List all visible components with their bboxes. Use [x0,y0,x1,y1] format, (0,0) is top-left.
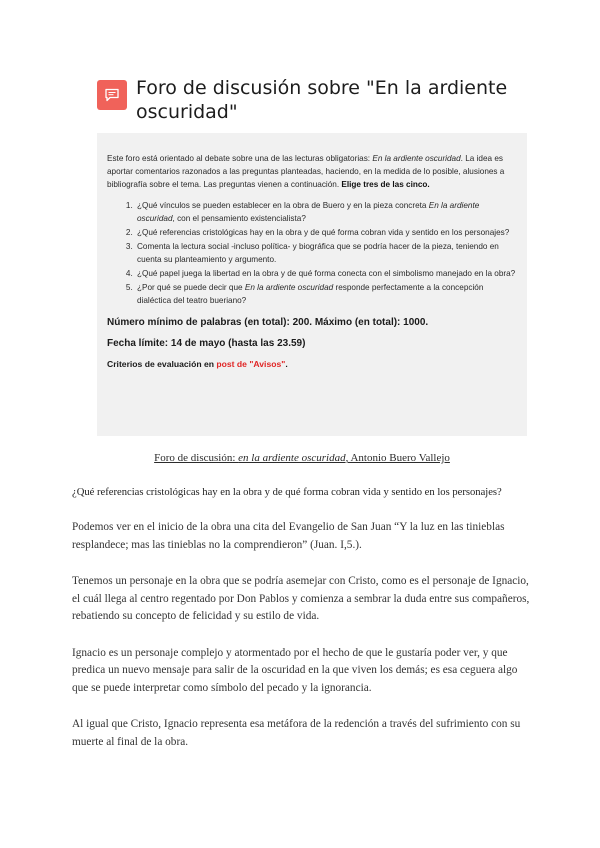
avisos-post-link[interactable]: post de "Avisos" [216,359,286,369]
list-item: 5. ¿Por qué se puede decir que En la ardiente oscuridad responde perfectamente a la concepción dialéctica del teatro bueriano? [135,281,517,307]
list-item: 2. ¿Qué referencias cristológicas hay en la obra y de qué forma cobran vida y sentido en los personajes? [135,226,517,239]
post-paragraph: Podemos ver en el inicio de la obra una cita del Evangelio de San Juan “Y la luz en las tinieblas resplandece; mas las tinieblas no la comprendieron” (Juan. I,5.). [72,521,505,551]
question-list [107,199,517,307]
list-item: 3. Comenta la lectura social -incluso política- y biográfica que se podría hacer de la pieza, teniendo en cuenta su planteamiento y argumento. [135,240,517,266]
post-paragraph: Ignacio es un personaje complejo y atormentado por el hecho de que le gustaría poder ver, y que predica un nuevo mensaje para salir de la oscuridad en la que viven los demás; es esa ceguera algo que se puede interpretar como símbolo del pecado y la ignorancia. [72,646,518,694]
post-paragraph: Tenemos un personaje en la obra que se podría asemejar con Cristo, como es el personaje de Ignacio, el cuál llega al centro regentado por Don Pablos y comienza a sembrar la duda entre sus compañeros, rebatiendo su concepto de felicidad y su estilo de vida. [72,575,530,622]
forum-intro: Este foro está orientado al debate sobre una de las lecturas obligatorias: En la ardiente oscuridad. La idea es aportar comentarios razonados a las preguntas planteadas, haciendo, en la medida de lo posible, alusiones a bibliografía sobre el tema. Las preguntas vienen a continuación. Elige tres de las cinco. [107,154,505,189]
deadline: Fecha límite: 14 de mayo (hasta las 23.59) [107,338,306,349]
list-item: 1. ¿Qué vínculos se pueden establecer en la obra de Buero y en la pieza concreta En la ardiente oscuridad, con el pensamiento existencialista? [135,199,517,225]
word-count-requirement: Número mínimo de palabras (en total): 200. Máximo (en total): 1000. [107,317,429,328]
forum-post [72,452,532,770]
evaluation-criteria: Criterios de evaluación en post de "Avisos". [107,359,288,369]
post-paragraph: Al igual que Cristo, Ignacio representa esa metáfora de la redención a través del sufrimiento con su muerte al final de la obra. [72,718,521,748]
forum-description-box [97,133,527,436]
post-question: ¿Qué referencias cristológicas hay en la obra y de qué forma cobran vida y sentido en los personajes? [72,487,502,498]
page-title: Foro de discusión sobre "En la ardiente oscuridad" [136,77,508,123]
post-heading: Foro de discusión: en la ardiente oscuridad, Antonio Buero Vallejo [154,452,450,464]
forum-chat-icon [97,80,127,110]
list-item: 4. ¿Qué papel juega la libertad en la obra y de qué forma conecta con el simbolismo manejado en la obra? [135,267,517,280]
